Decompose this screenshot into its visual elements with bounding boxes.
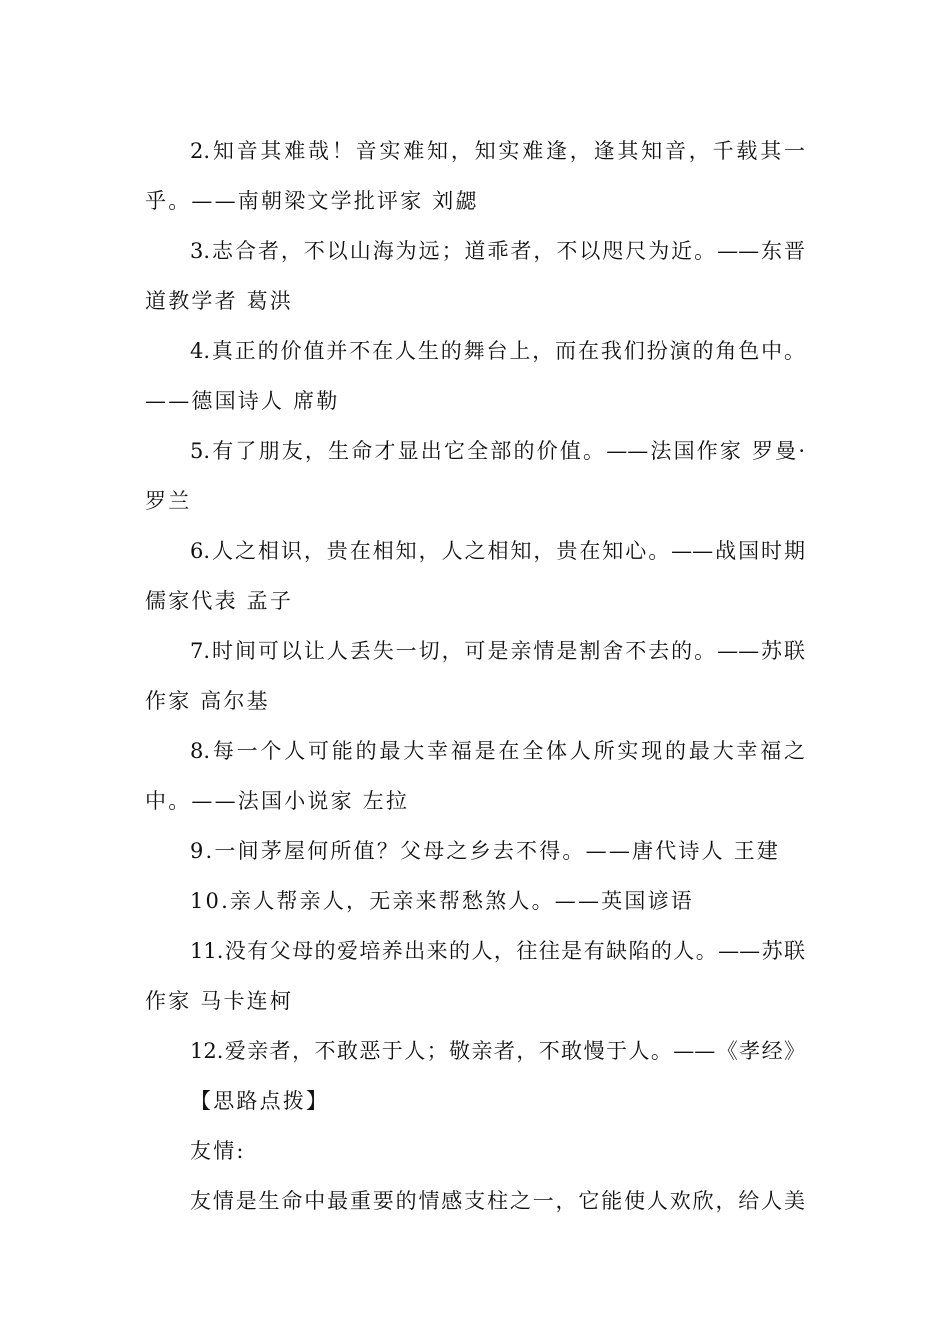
quote-2-line-2: 乎。——南朝梁文学批评家 刘勰 xyxy=(145,189,479,213)
quote-7-line-2: 作家 高尔基 xyxy=(145,689,270,713)
quote-8-line-2: 中。——法国小说家 左拉 xyxy=(145,789,410,813)
quote-10-line-1: 10.亲人帮亲人，无亲来帮愁煞人。——英国谚语 xyxy=(190,889,694,913)
quote-3-line-1: 3.志合者，不以山海为远；道乖者，不以咫尺为近。——东晋 xyxy=(190,239,805,263)
quote-4-line-2: ——德国诗人 席勒 xyxy=(145,389,340,413)
quote-6-line-2: 儒家代表 孟子 xyxy=(145,589,294,613)
quote-9-line-1: 9.一间茅屋何所值？父母之乡去不得。——唐代诗人 王建 xyxy=(190,839,781,863)
quote-8-line-1: 8.每一个人可能的最大幸福是在全体人所实现的最大幸福之 xyxy=(190,739,805,763)
quote-3-line-2: 道教学者 葛洪 xyxy=(145,289,294,313)
section-heading-thinking-tips: 【思路点拨】 xyxy=(190,1089,330,1113)
quote-11-line-2: 作家 马卡连柯 xyxy=(145,989,294,1013)
quote-5-line-1: 5.有了朋友，生命才显出它全部的价值。——法国作家 罗曼· xyxy=(190,439,805,463)
paragraph-friendship-line-1: 友情是生命中最重要的情感支柱之一，它能使人欢欣，给人美 xyxy=(190,1189,805,1213)
subheading-friendship: 友情: xyxy=(190,1139,246,1163)
quote-7-line-1: 7.时间可以让人丢失一切，可是亲情是割舍不去的。——苏联 xyxy=(190,639,805,663)
quote-6-line-1: 6.人之相识，贵在相知，人之相知，贵在知心。——战国时期 xyxy=(190,539,805,563)
quote-4-line-1: 4.真正的价值并不在人生的舞台上，而在我们扮演的角色中。 xyxy=(190,339,805,363)
quote-11-line-1: 11.没有父母的爱培养出来的人，往往是有缺陷的人。——苏联 xyxy=(190,939,805,963)
quote-12-line-1: 12.爱亲者，不敢恶于人；敬亲者，不敢慢于人。——《孝经》 xyxy=(190,1039,805,1063)
quote-5-line-2: 罗兰 xyxy=(145,489,192,513)
quote-2-line-1: 2.知音其难哉！音实难知，知实难逢，逢其知音，千载其一 xyxy=(190,139,805,163)
